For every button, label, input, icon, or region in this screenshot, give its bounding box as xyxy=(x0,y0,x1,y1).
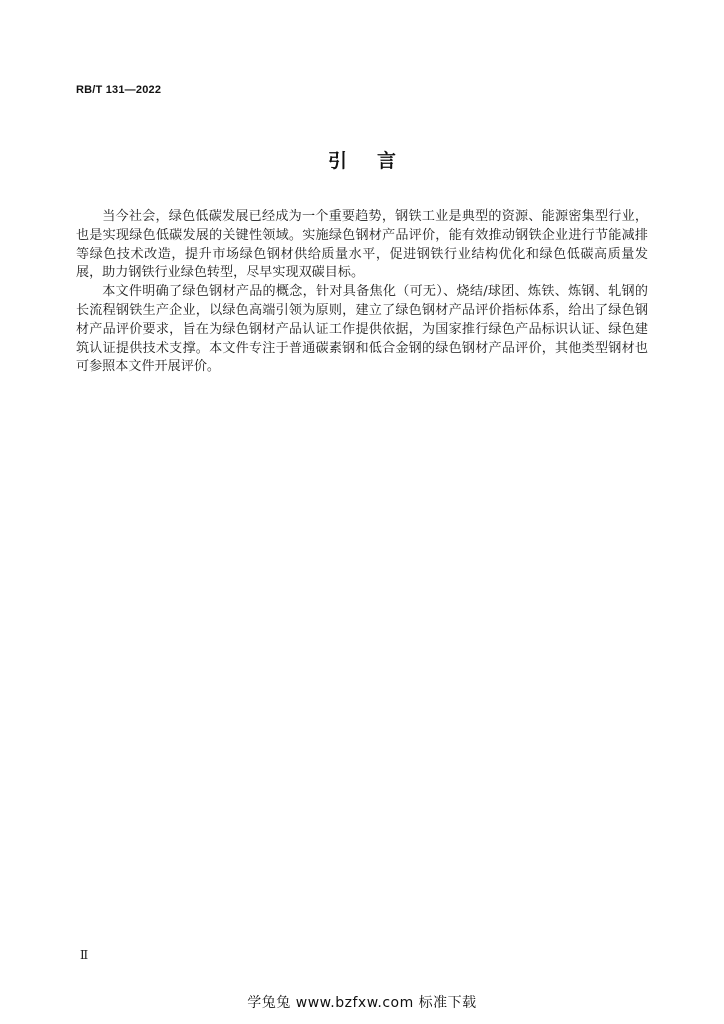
page-number: Ⅱ xyxy=(80,948,89,962)
paragraph-1: 当今社会，绿色低碳发展已经成为一个重要趋势，钢铁工业是典型的资源、能源密集型行业，也是实现绿色低碳发展的关键性领域。实施绿色钢材产品评价，能有效推动钢铁企业进行节能减排等绿色技术改造，提升市场绿色钢材供给质量水平，促进钢铁行业结构优化和绿色低碳高质量发展，助力钢铁行业绿色转型，尽早实现双碳目标。 xyxy=(76,209,648,281)
section-title: 引言 xyxy=(327,150,426,172)
paragraph-2: 本文件明确了绿色钢材产品的概念，针对具备焦化（可无）、烧结/球团、炼铁、炼钢、轧钢的长流程钢铁生产企业，以绿色高端引领为原则，建立了绿色钢材产品评价指标体系，给出了绿色钢材产品评价要求，旨在为绿色钢材产品认证工作提供依据，为国家推行绿色产品标识认证、绿色建筑认证提供技术支撑。本文件专注于普通碳素钢和低合金钢的绿色钢材产品评价，其他类型钢材也可参照本文件开展评价。 xyxy=(76,284,648,375)
footer-watermark: 学兔兔 www.bzfxw.com 标准下载 xyxy=(247,995,477,1011)
body-text xyxy=(76,208,648,377)
standard-code: RB/T 131—2022 xyxy=(76,84,162,96)
